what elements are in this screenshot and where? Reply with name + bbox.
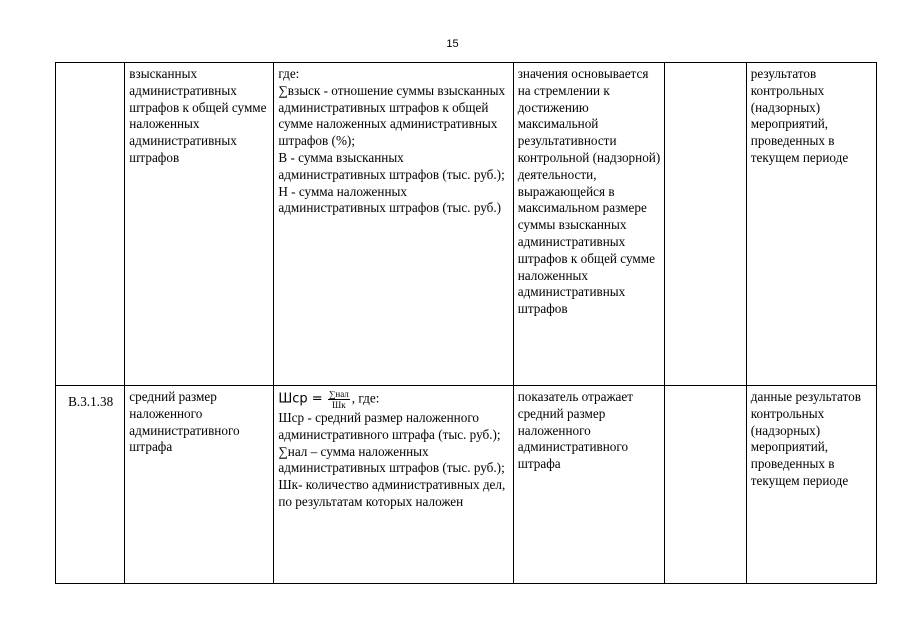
formula-expression <box>278 389 509 410</box>
formula-line: Шср - средний размер наложенного административного штрафа (тыс. руб.); <box>278 410 501 442</box>
table-row <box>56 386 877 584</box>
formula-line: ∑нал – сумма наложенных административных штрафов (тыс. руб.); <box>278 443 505 476</box>
code-cell <box>56 63 125 386</box>
indicator-table <box>55 62 877 584</box>
empty-cell <box>664 386 746 584</box>
formula-cell <box>274 63 513 386</box>
formula-line: В - сумма взысканных административных штрафов (тыс. руб.); <box>278 149 505 182</box>
formula-line: Н - сумма наложенных административных штрафов (тыс. руб.) <box>278 183 502 216</box>
formula-lhs: Шср = <box>278 391 323 407</box>
formula-line: ∑взыск - отношение суммы взысканных административных штрафов к общей сумме наложенных административных штрафов (%); <box>278 82 506 149</box>
formula-suffix: , где: <box>351 390 380 406</box>
formula-line: где: <box>278 66 300 81</box>
formula-line: Шк- количество административных дел, по результатам которых наложен <box>278 477 506 509</box>
table-row <box>56 63 877 386</box>
interpretation-cell: показатель отражает средний размер наложенного административного штрафа <box>513 386 664 584</box>
formula-cell <box>274 386 513 584</box>
indicator-name-cell: средний размер наложенного административного штрафа <box>125 386 274 584</box>
data-source-cell: результатов контрольных (надзорных) мероприятий, проведенных в текущем периоде <box>746 63 876 386</box>
code-cell: В.3.1.38 <box>56 386 125 584</box>
formula-denominator: Шк <box>332 400 346 410</box>
page-number: 15 <box>446 38 459 50</box>
empty-cell <box>664 63 746 386</box>
interpretation-cell: значения основывается на стремлении к достижению максимальной результативности контрольной (надзорной) деятельности, выражающейся в максимальном размере суммы взысканных административных штрафов к общей сумме наложенных административных штрафов <box>513 63 664 386</box>
indicator-name-cell: взысканных административных штрафов к общей сумме наложенных административных штрафов <box>125 63 274 386</box>
formula-fraction <box>328 389 350 410</box>
data-source-cell: данные результатов контрольных (надзорных) мероприятий, проведенных в текущем периоде <box>746 386 876 584</box>
formula-numerator: ∑нал <box>328 389 349 399</box>
